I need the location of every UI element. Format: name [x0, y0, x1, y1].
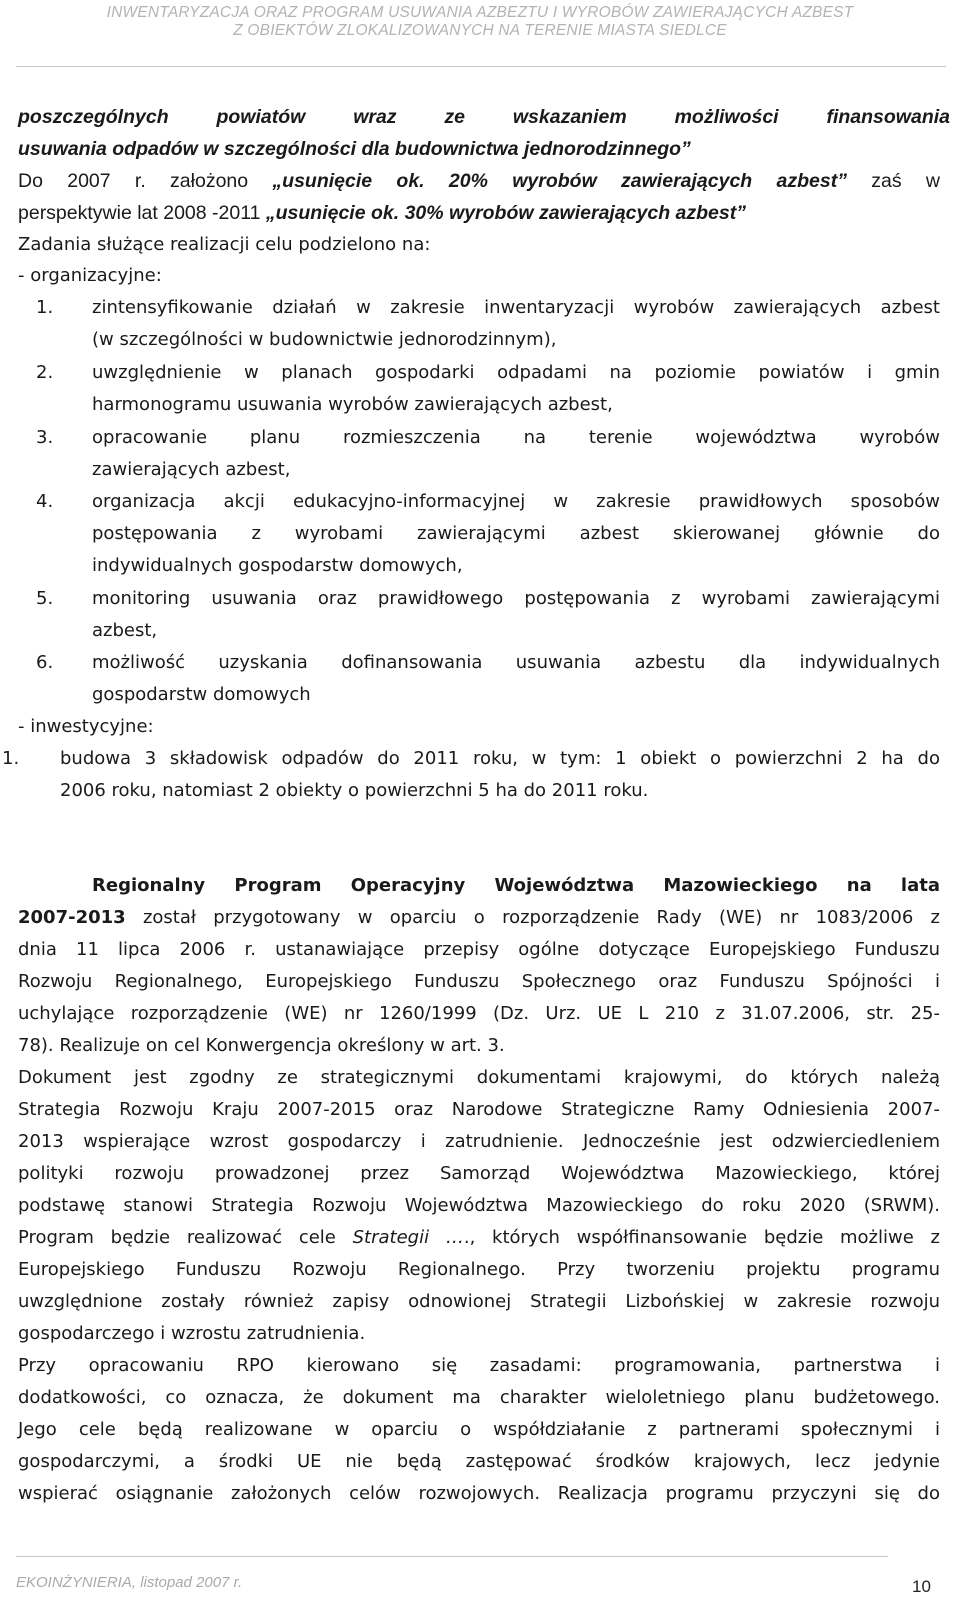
rpo-line-11: podstawę stanowi Strategia Rozwoju Województwa Mazowieckiego do roku 2020 (SRWM). [18, 1195, 940, 1216]
invest-item-1-line-2: 2006 roku, natomiast 2 obiekty o powierzchni 5 ha do 2011 roku. [60, 780, 649, 801]
invest-item-1-num: 1. [2, 748, 20, 769]
org-item-4-line-3: indywidualnych gospodarstw domowych, [92, 555, 463, 576]
rpo-line-7: Dokument jest zgodny ze strategicznymi dokumentami krajowymi, do których należą [18, 1067, 940, 1088]
org-item-3-line-1: opracowanie planu rozmieszczenia na terenie województwa wyrobów [92, 427, 940, 448]
org-item-1-line-2: (w szczególności w budownictwie jednorodzinnym), [92, 329, 557, 350]
rpo-line-10: polityki rozwoju prowadzonej przez Samorząd Województwa Mazowieckiego, której [18, 1163, 940, 1184]
rpo-line-14: uwzględnione zostały również zapisy odnowionej Strategii Lizbońskiej w zakresie rozwoju [18, 1291, 940, 1312]
org-item-6-num: 6. [36, 652, 54, 673]
org-item-4-num: 4. [36, 491, 54, 512]
rpo-line-4: Rozwoju Regionalnego, Europejskiego Funduszu Społecznego oraz Funduszu Spójności i [18, 971, 940, 992]
rpo-line-3: dnia 11 lipca 2006 r. ustanawiające przepisy ogólne dotyczące Europejskiego Funduszu [18, 939, 940, 960]
org-item-5-line-1: monitoring usuwania oraz prawidłowego postępowania z wyrobami zawierającymi [92, 588, 940, 609]
org-item-5-line-2: azbest, [92, 620, 158, 641]
org-item-2-line-1: uwzględnienie w planach gospodarki odpadami na poziomie powiatów i gmin [92, 362, 940, 383]
rpo-line-17: dodatkowości, co oznacza, że dokument ma charakter wieloletniego planu budżetowego. [18, 1387, 940, 1408]
rpo-line-5: uchylające rozporządzenie (WE) nr 1260/1999 (Dz. Urz. UE L 210 z 31.07.2006, str. 25- [18, 1003, 940, 1024]
org-item-3-line-2: zawierających azbest, [92, 459, 291, 480]
page-number: 10 [912, 1577, 931, 1596]
org-item-2-num: 2. [36, 362, 54, 383]
rpo-line-19: gospodarczymi, a środki UE nie będą zastępować środków krajowych, lecz jedynie [18, 1451, 940, 1472]
org-item-1-num: 1. [36, 297, 54, 318]
org-item-6-line-2: gospodarstw domowych [92, 684, 311, 705]
rpo-line-18: Jego cele będą realizowane w oparciu o współdziałanie z partnerami społecznymi i [18, 1419, 940, 1440]
org-item-6-line-1: możliwość uzyskania dofinansowania usuwania azbestu dla indywidualnych [92, 652, 940, 673]
org-item-3-num: 3. [36, 427, 54, 448]
rpo-line-12: Program będzie realizować cele Strategii …., których współfinansowanie będzie możliwe z [18, 1227, 940, 1248]
footer-text: EKOINŻYNIERIA, listopad 2007 r. [16, 1574, 243, 1591]
rpo-line-2: 2007-2013 został przygotowany w oparciu o rozporządzenie Rady (WE) nr 1083/2006 z [18, 907, 940, 928]
org-item-1-line-1: zintensyfikowanie działań w zakresie inwentaryzacji wyrobów zawierających azbest [92, 297, 940, 318]
rpo-line-9: 2013 wspierające wzrost gospodarczy i zatrudnienie. Jednocześnie jest odzwierciedleniem [18, 1131, 940, 1152]
invest-label: - inwestycyjne: [18, 716, 154, 737]
intro-line-1: poszczególnych powiatów wraz ze wskazaniem możliwości finansowania [18, 106, 950, 128]
invest-item-1-line-1: budowa 3 składowisk odpadów do 2011 roku, w tym: 1 obiekt o powierzchni 2 ha do [60, 748, 940, 769]
org-item-4-line-1: organizacja akcji edukacyjno-informacyjnej w zakresie prawidłowych sposobów [92, 491, 940, 512]
rpo-line-6: 78). Realizuje on cel Konwergencja określony w art. 3. [18, 1035, 505, 1056]
header-rule [16, 66, 946, 67]
running-header-line1: INWENTARYZACJA ORAZ PROGRAM USUWANIA AZBEZTU I WYROBÓW ZAWIERAJĄCYCH AZBEST [106, 4, 854, 21]
intro-line-2: usuwania odpadów w szczególności dla budownictwa jednorodzinnego” [18, 138, 691, 160]
org-item-5-num: 5. [36, 588, 54, 609]
intro-line-4: perspektywie lat 2008 -2011 „usunięcie ok. 30% wyrobów zawierających azbest” [18, 202, 746, 224]
org-label: - organizacyjne: [18, 265, 162, 286]
rpo-line-20: wspierać osiągnanie założonych celów rozwojowych. Realizacja programu przyczyni się do [18, 1483, 940, 1504]
intro-line-3: Do 2007 r. założono „usunięcie ok. 20% wyrobów zawierających azbest” zaś w [18, 170, 941, 192]
rpo-line-15: gospodarczego i wzrostu zatrudnienia. [18, 1323, 366, 1344]
intro-line-5: Zadania służące realizacji celu podzielono na: [18, 234, 431, 255]
org-item-2-line-2: harmonogramu usuwania wyrobów zawierających azbest, [92, 394, 613, 415]
rpo-line-8: Strategia Rozwoju Kraju 2007-2015 oraz Narodowe Strategiczne Ramy Odniesienia 2007- [18, 1099, 940, 1120]
rpo-title: Regionalny Program Operacyjny Województwa Mazowieckiego na lata [92, 875, 940, 896]
running-header-line2: Z OBIEKTÓW ZLOKALIZOWANYCH NA TERENIE MIASTA SIEDLCE [233, 22, 727, 39]
rpo-line-13: Europejskiego Funduszu Rozwoju Regionalnego. Przy tworzeniu projektu programu [18, 1259, 940, 1280]
footer-rule [16, 1556, 888, 1557]
rpo-line-16: Przy opracowaniu RPO kierowano się zasadami: programowania, partnerstwa i [18, 1355, 940, 1376]
org-item-4-line-2: postępowania z wyrobami zawierającymi azbest skierowanej głównie do [92, 523, 940, 544]
